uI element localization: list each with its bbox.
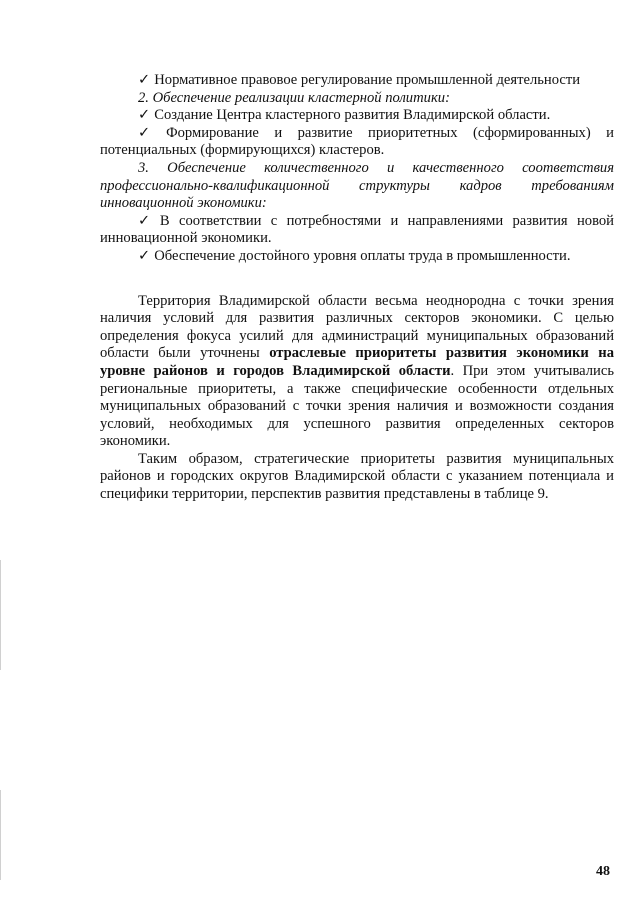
checkmark-icon: ✓ — [138, 72, 151, 88]
checkmark-icon: ✓ — [138, 124, 163, 141]
list-item: ✓ В соответствии с потребностями и направлениями развития новой инновационной экономики. — [100, 212, 614, 247]
scan-edge-mark — [0, 790, 1, 880]
paragraph-gap — [100, 266, 614, 293]
checkmark-icon: ✓ — [138, 107, 151, 124]
list-heading: 3. Обеспечение количественного и качественного соответствия профессионально-квалификационной структуры кадров требованиям инновационной экономики: — [100, 159, 614, 212]
list-item: ✓ Обеспечение достойного уровня оплаты труда в промышленности. — [138, 247, 571, 264]
list-heading: 2. Обеспечение реализации кластерной политики: — [138, 89, 450, 106]
body-paragraph: Таким образом, стратегические приоритеты развития муниципальных районов и городских округов Владимирской области с указанием потенциала и специфики территории, перспектив развития представлены в таблице 9. — [100, 450, 614, 503]
bold-emphasis: отраслевые приоритеты развития экономики на уровне районов и городов Владимирской области — [100, 345, 614, 379]
list-item: ✓ Формирование и развитие приоритетных (сформированных) и потенциальных (формирующихся) кластеров. — [100, 124, 614, 159]
page-number: 48 — [596, 864, 610, 879]
list-item: ✓ Создание Центра кластерного развития Владимирской области. — [138, 107, 551, 124]
checkmark-icon: ✓ — [138, 247, 151, 264]
checkmark-icon: ✓ — [138, 212, 156, 229]
page-content — [100, 72, 614, 504]
scan-edge-mark — [0, 560, 1, 670]
body-paragraph: Территория Владимирской области весьма неоднородна с точки зрения наличия условий для развития различных секторов экономики. С целью определения фокуса усилий для администраций муниципальных образований области были уточнены отраслевые приоритеты развития экономики на уровне районов и городов Владимирской области. При этом учитывались региональные приоритеты, а также специфические особенности отдельных муниципальных образований с точки зрения наличия и возможности создания условий, необходимых для успешного развития определенных секторов экономики. — [100, 292, 614, 450]
list-item: ✓ Нормативное правовое регулирование промышленной деятельности — [138, 72, 581, 88]
